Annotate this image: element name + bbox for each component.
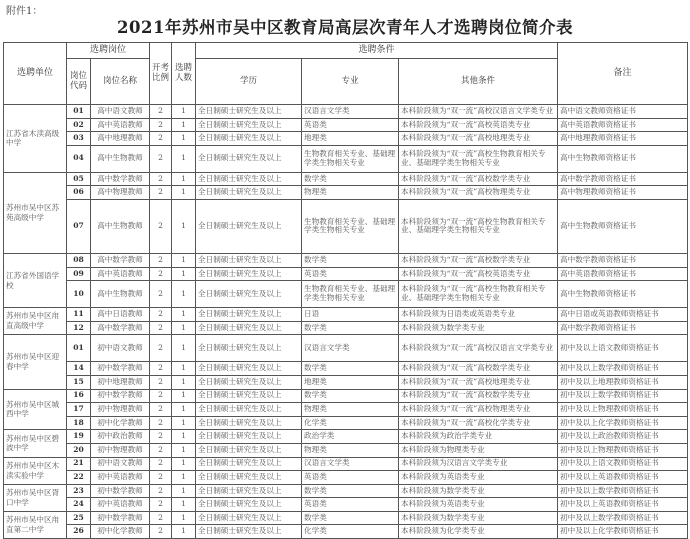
other-condition-cell: 本科阶段须为“双一流”高校生物教育相关专业、基础理学类生物相关专业 <box>399 281 558 308</box>
post-code-cell: 17 <box>67 403 91 417</box>
post-code-cell: 23 <box>67 484 91 498</box>
hire-count-cell: 1 <box>172 525 196 539</box>
post-name-cell: 初中物理教师 <box>91 403 150 417</box>
other-condition-cell: 本科阶段须为“双一流”高校生物教育相关专业、基础理学类生物相关专业 <box>399 199 558 253</box>
hire-count-cell: 1 <box>172 267 196 281</box>
remarks-cell: 初中及以上地理教师资格证书 <box>558 375 688 389</box>
unit-cell: 江苏省木渎高级中学 <box>4 105 67 173</box>
hire-count-cell: 1 <box>172 457 196 471</box>
education-cell: 全日制硕士研究生及以上 <box>196 145 302 172</box>
other-condition-cell: 本科阶段须为英语类专业 <box>399 498 558 512</box>
post-code-cell: 14 <box>67 362 91 376</box>
post-code-cell: 16 <box>67 389 91 403</box>
post-code-cell: 05 <box>67 172 91 186</box>
table-row <box>4 511 688 525</box>
table-row <box>4 281 688 308</box>
table-row <box>4 403 688 417</box>
remarks-cell: 高中地理教师资格证书 <box>558 132 688 146</box>
post-name-cell: 高中日语教师 <box>91 308 150 322</box>
table-row <box>4 105 688 119</box>
education-cell: 全日制硕士研究生及以上 <box>196 253 302 267</box>
unit-cell: 苏州市吴中区碧波中学 <box>4 430 67 457</box>
remarks-cell: 高中日语或英语教师资格证书 <box>558 308 688 322</box>
exam-ratio-cell: 2 <box>150 321 172 335</box>
remarks-cell: 高中数学教师资格证书 <box>558 172 688 186</box>
post-code-cell: 22 <box>67 471 91 485</box>
post-name-cell: 高中英语教师 <box>91 267 150 281</box>
other-condition-cell: 本科阶段须为“双一流”高校数学类专业 <box>399 253 558 267</box>
education-cell: 全日制硕士研究生及以上 <box>196 457 302 471</box>
other-condition-cell: 本科阶段须为汉语言文学类专业 <box>399 457 558 471</box>
remarks-cell: 高中数学教师资格证书 <box>558 321 688 335</box>
hire-count-cell: 1 <box>172 105 196 119</box>
post-code-cell: 09 <box>67 267 91 281</box>
major-cell: 汉语言文学类 <box>302 105 399 119</box>
major-cell: 生物教育相关专业、基础理学类生物相关专业 <box>302 145 399 172</box>
other-condition-cell: 本科阶段须为日语类或英语类专业 <box>399 308 558 322</box>
hire-count-cell: 1 <box>172 416 196 430</box>
hire-count-cell: 1 <box>172 484 196 498</box>
education-cell: 全日制硕士研究生及以上 <box>196 118 302 132</box>
remarks-cell: 初中及以上数学教师资格证书 <box>558 362 688 376</box>
post-name-cell: 高中数学教师 <box>91 172 150 186</box>
hire-count-cell: 1 <box>172 498 196 512</box>
other-condition-cell: 本科阶段须为“双一流”高校生物教育相关专业、基础理学类生物相关专业 <box>399 145 558 172</box>
table-row <box>4 321 688 335</box>
education-cell: 全日制硕士研究生及以上 <box>196 362 302 376</box>
header-other: 其他条件 <box>399 59 558 105</box>
table-row <box>4 375 688 389</box>
post-code-cell: 04 <box>67 145 91 172</box>
major-cell: 数学类 <box>302 253 399 267</box>
other-condition-cell: 本科阶段须为政治学类专业 <box>399 430 558 444</box>
post-code-cell: 21 <box>67 457 91 471</box>
remarks-cell: 初中及以上语文教师资格证书 <box>558 335 688 362</box>
major-cell: 地理类 <box>302 375 399 389</box>
exam-ratio-cell: 2 <box>150 308 172 322</box>
post-name-cell: 初中数学教师 <box>91 484 150 498</box>
exam-ratio-cell: 2 <box>150 416 172 430</box>
remarks-cell: 高中物理教师资格证书 <box>558 186 688 200</box>
remarks-cell: 初中及以上数学教师资格证书 <box>558 511 688 525</box>
hire-count-cell: 1 <box>172 281 196 308</box>
table-row <box>4 186 688 200</box>
table-row <box>4 457 688 471</box>
post-name-cell: 初中化学教师 <box>91 416 150 430</box>
remarks-cell: 初中及以上数学教师资格证书 <box>558 389 688 403</box>
table-row <box>4 172 688 186</box>
post-name-cell: 高中生物教师 <box>91 145 150 172</box>
post-name-cell: 高中英语教师 <box>91 118 150 132</box>
education-cell: 全日制硕士研究生及以上 <box>196 186 302 200</box>
unit-cell: 苏州市吴中区甪直第二中学 <box>4 511 67 538</box>
major-cell: 地理类 <box>302 132 399 146</box>
post-code-cell: 03 <box>67 132 91 146</box>
other-condition-cell: 本科阶段须为“双一流”高校数学类专业 <box>399 172 558 186</box>
post-code-cell: 25 <box>67 511 91 525</box>
header-post-name: 岗位名称 <box>91 59 150 105</box>
header-unit: 选聘单位 <box>4 43 67 105</box>
header-remarks: 备注 <box>558 43 688 105</box>
hire-count-cell: 1 <box>172 362 196 376</box>
post-code-cell: 26 <box>67 525 91 539</box>
education-cell: 全日制硕士研究生及以上 <box>196 443 302 457</box>
table-row <box>4 389 688 403</box>
major-cell: 数学类 <box>302 511 399 525</box>
education-cell: 全日制硕士研究生及以上 <box>196 375 302 389</box>
post-code-cell: 24 <box>67 498 91 512</box>
table-row <box>4 498 688 512</box>
exam-ratio-cell: 2 <box>150 389 172 403</box>
other-condition-cell: 本科阶段须为“双一流”高校地理类专业 <box>399 375 558 389</box>
exam-ratio-cell: 2 <box>150 105 172 119</box>
exam-ratio-cell: 2 <box>150 511 172 525</box>
hire-count-cell: 1 <box>172 308 196 322</box>
hire-count-cell: 1 <box>172 199 196 253</box>
unit-cell: 江苏省外国语学校 <box>4 253 67 307</box>
hire-count-cell: 1 <box>172 511 196 525</box>
remarks-cell: 初中及以上数学教师资格证书 <box>558 484 688 498</box>
hire-count-cell: 1 <box>172 132 196 146</box>
major-cell: 生物教育相关专业、基础理学类生物相关专业 <box>302 281 399 308</box>
major-cell: 英语类 <box>302 118 399 132</box>
remarks-cell: 高中语文教师资格证书 <box>558 105 688 119</box>
exam-ratio-cell: 2 <box>150 471 172 485</box>
other-condition-cell: 本科阶段须为“双一流”高校数学类专业 <box>399 362 558 376</box>
header-education: 学历 <box>196 59 302 105</box>
post-code-cell: 02 <box>67 118 91 132</box>
post-code-cell: 08 <box>67 253 91 267</box>
remarks-cell: 高中数学教师资格证书 <box>558 253 688 267</box>
table-row <box>4 430 688 444</box>
exam-ratio-cell: 2 <box>150 498 172 512</box>
hire-count-cell: 1 <box>172 443 196 457</box>
hire-count-cell: 1 <box>172 335 196 362</box>
education-cell: 全日制硕士研究生及以上 <box>196 525 302 539</box>
unit-cell: 苏州市吴中区胥口中学 <box>4 484 67 511</box>
other-condition-cell: 本科阶段须为“双一流”高校英语类专业 <box>399 118 558 132</box>
education-cell: 全日制硕士研究生及以上 <box>196 308 302 322</box>
post-code-cell: 15 <box>67 375 91 389</box>
post-name-cell: 初中数学教师 <box>91 362 150 376</box>
remarks-cell: 初中及以上英语教师资格证书 <box>558 498 688 512</box>
remarks-cell: 初中及以上英语教师资格证书 <box>558 471 688 485</box>
hire-count-cell: 1 <box>172 403 196 417</box>
exam-ratio-cell: 2 <box>150 430 172 444</box>
header-exam-ratio: 开考比例 <box>150 43 172 105</box>
major-cell: 政治学类 <box>302 430 399 444</box>
hire-count-cell: 1 <box>172 253 196 267</box>
major-cell: 数学类 <box>302 389 399 403</box>
other-condition-cell: 本科阶段须为“双一流”高校地理类专业 <box>399 132 558 146</box>
exam-ratio-cell: 2 <box>150 253 172 267</box>
education-cell: 全日制硕士研究生及以上 <box>196 471 302 485</box>
exam-ratio-cell: 2 <box>150 267 172 281</box>
education-cell: 全日制硕士研究生及以上 <box>196 484 302 498</box>
post-code-cell: 18 <box>67 416 91 430</box>
education-cell: 全日制硕士研究生及以上 <box>196 105 302 119</box>
major-cell: 英语类 <box>302 267 399 281</box>
remarks-cell: 初中及以上语文教师资格证书 <box>558 457 688 471</box>
exam-ratio-cell: 2 <box>150 443 172 457</box>
other-condition-cell: 本科阶段须为“双一流”高校物理类专业 <box>399 403 558 417</box>
remarks-cell: 高中英语教师资格证书 <box>558 118 688 132</box>
table-row <box>4 416 688 430</box>
exam-ratio-cell: 2 <box>150 525 172 539</box>
major-cell: 数学类 <box>302 172 399 186</box>
table-row <box>4 308 688 322</box>
major-cell: 汉语言文学类 <box>302 335 399 362</box>
major-cell: 日语 <box>302 308 399 322</box>
hire-count-cell: 1 <box>172 375 196 389</box>
hire-count-cell: 1 <box>172 321 196 335</box>
post-name-cell: 初中语文教师 <box>91 335 150 362</box>
major-cell: 化学类 <box>302 525 399 539</box>
attachment-label: 附件1： <box>6 6 43 17</box>
major-cell: 数学类 <box>302 321 399 335</box>
major-cell: 英语类 <box>302 498 399 512</box>
table-body <box>4 105 688 539</box>
education-cell: 全日制硕士研究生及以上 <box>196 199 302 253</box>
post-name-cell: 初中物理教师 <box>91 443 150 457</box>
header-major: 专业 <box>302 59 399 105</box>
major-cell: 生物教育相关专业、基础理学类生物相关专业 <box>302 199 399 253</box>
major-cell: 汉语言文学类 <box>302 457 399 471</box>
post-name-cell: 初中英语教师 <box>91 471 150 485</box>
exam-ratio-cell: 2 <box>150 335 172 362</box>
exam-ratio-cell: 2 <box>150 118 172 132</box>
post-code-cell: 01 <box>67 335 91 362</box>
education-cell: 全日制硕士研究生及以上 <box>196 267 302 281</box>
education-cell: 全日制硕士研究生及以上 <box>196 281 302 308</box>
table-row <box>4 199 688 253</box>
other-condition-cell: 本科阶段须为物理类专业 <box>399 443 558 457</box>
education-cell: 全日制硕士研究生及以上 <box>196 430 302 444</box>
table-row <box>4 484 688 498</box>
education-cell: 全日制硕士研究生及以上 <box>196 416 302 430</box>
major-cell: 英语类 <box>302 471 399 485</box>
exam-ratio-cell: 2 <box>150 375 172 389</box>
post-name-cell: 初中地理教师 <box>91 375 150 389</box>
unit-cell: 苏州市吴中区迎春中学 <box>4 335 67 389</box>
table-row <box>4 267 688 281</box>
post-code-cell: 19 <box>67 430 91 444</box>
post-name-cell: 高中数学教师 <box>91 321 150 335</box>
hire-count-cell: 1 <box>172 118 196 132</box>
unit-cell: 苏州市吴中区木渎实验中学 <box>4 457 67 484</box>
hire-count-cell: 1 <box>172 389 196 403</box>
header-conditions: 选聘条件 <box>196 43 558 59</box>
major-cell: 数学类 <box>302 362 399 376</box>
remarks-cell: 高中生物教师资格证书 <box>558 145 688 172</box>
header-post-code: 岗位代码 <box>67 59 91 105</box>
other-condition-cell: 本科阶段须为数学类专业 <box>399 484 558 498</box>
post-code-cell: 20 <box>67 443 91 457</box>
post-name-cell: 初中英语教师 <box>91 498 150 512</box>
major-cell: 物理类 <box>302 186 399 200</box>
major-cell: 物理类 <box>302 403 399 417</box>
unit-cell: 苏州市吴中区苏苑高级中学 <box>4 172 67 253</box>
major-cell: 数学类 <box>302 484 399 498</box>
table-row <box>4 525 688 539</box>
remarks-cell: 初中及以上化学教师资格证书 <box>558 416 688 430</box>
remarks-cell: 初中及以上物理教师资格证书 <box>558 403 688 417</box>
hire-count-cell: 1 <box>172 145 196 172</box>
education-cell: 全日制硕士研究生及以上 <box>196 172 302 186</box>
post-code-cell: 11 <box>67 308 91 322</box>
table-row <box>4 362 688 376</box>
header-hire-count: 选聘人数 <box>172 43 196 105</box>
post-name-cell: 初中政治教师 <box>91 430 150 444</box>
remarks-cell: 初中及以上政治教师资格证书 <box>558 430 688 444</box>
education-cell: 全日制硕士研究生及以上 <box>196 403 302 417</box>
positions-table <box>3 42 688 539</box>
exam-ratio-cell: 2 <box>150 457 172 471</box>
other-condition-cell: 本科阶段须为“双一流”高校化学类专业 <box>399 416 558 430</box>
table-row <box>4 132 688 146</box>
major-cell: 物理类 <box>302 443 399 457</box>
table-row <box>4 335 688 362</box>
post-name-cell: 初中语文教师 <box>91 457 150 471</box>
post-code-cell: 01 <box>67 105 91 119</box>
post-name-cell: 高中地理教师 <box>91 132 150 146</box>
post-name-cell: 高中物理教师 <box>91 186 150 200</box>
major-cell: 化学类 <box>302 416 399 430</box>
exam-ratio-cell: 2 <box>150 199 172 253</box>
education-cell: 全日制硕士研究生及以上 <box>196 498 302 512</box>
other-condition-cell: 本科阶段须为英语类专业 <box>399 471 558 485</box>
unit-cell: 苏州市吴中区城西中学 <box>4 389 67 430</box>
table-row <box>4 471 688 485</box>
remarks-cell: 初中及以上化学教师资格证书 <box>558 525 688 539</box>
other-condition-cell: 本科阶段须为“双一流”高校数学类专业 <box>399 389 558 403</box>
other-condition-cell: 本科阶段须为“双一流”高校物理类专业 <box>399 186 558 200</box>
post-code-cell: 10 <box>67 281 91 308</box>
education-cell: 全日制硕士研究生及以上 <box>196 335 302 362</box>
unit-cell: 苏州市吴中区甪直高级中学 <box>4 308 67 335</box>
post-name-cell: 高中语文教师 <box>91 105 150 119</box>
post-name-cell: 初中化学教师 <box>91 525 150 539</box>
hire-count-cell: 1 <box>172 430 196 444</box>
exam-ratio-cell: 2 <box>150 484 172 498</box>
remarks-cell: 高中生物教师资格证书 <box>558 281 688 308</box>
post-name-cell: 高中生物教师 <box>91 199 150 253</box>
education-cell: 全日制硕士研究生及以上 <box>196 511 302 525</box>
post-code-cell: 07 <box>67 199 91 253</box>
page-title: 2021年苏州市吴中区教育局高层次青年人才选聘岗位简介表 <box>117 18 573 37</box>
hire-count-cell: 1 <box>172 186 196 200</box>
other-condition-cell: 本科阶段须为“双一流”高校汉语言文学类专业 <box>399 335 558 362</box>
remarks-cell: 初中及以上物理教师资格证书 <box>558 443 688 457</box>
post-name-cell: 高中生物教师 <box>91 281 150 308</box>
post-code-cell: 06 <box>67 186 91 200</box>
table-row <box>4 443 688 457</box>
exam-ratio-cell: 2 <box>150 362 172 376</box>
table-row <box>4 145 688 172</box>
exam-ratio-cell: 2 <box>150 403 172 417</box>
other-condition-cell: 本科阶段须为数学类专业 <box>399 321 558 335</box>
remarks-cell: 高中生物教师资格证书 <box>558 199 688 253</box>
other-condition-cell: 本科阶段须为数学类专业 <box>399 511 558 525</box>
exam-ratio-cell: 2 <box>150 132 172 146</box>
post-name-cell: 高中数学教师 <box>91 253 150 267</box>
exam-ratio-cell: 2 <box>150 172 172 186</box>
exam-ratio-cell: 2 <box>150 145 172 172</box>
exam-ratio-cell: 2 <box>150 186 172 200</box>
table-row <box>4 253 688 267</box>
post-name-cell: 初中数学教师 <box>91 511 150 525</box>
other-condition-cell: 本科阶段须为“双一流”高校汉语言文学类专业 <box>399 105 558 119</box>
education-cell: 全日制硕士研究生及以上 <box>196 132 302 146</box>
remarks-cell: 高中英语教师资格证书 <box>558 267 688 281</box>
other-condition-cell: 本科阶段须为化学类专业 <box>399 525 558 539</box>
exam-ratio-cell: 2 <box>150 281 172 308</box>
header-post: 选聘岗位 <box>67 43 150 59</box>
hire-count-cell: 1 <box>172 471 196 485</box>
other-condition-cell: 本科阶段须为“双一流”高校英语类专业 <box>399 267 558 281</box>
education-cell: 全日制硕士研究生及以上 <box>196 321 302 335</box>
hire-count-cell: 1 <box>172 172 196 186</box>
post-code-cell: 12 <box>67 321 91 335</box>
table-row <box>4 118 688 132</box>
education-cell: 全日制硕士研究生及以上 <box>196 389 302 403</box>
post-name-cell: 初中数学教师 <box>91 389 150 403</box>
